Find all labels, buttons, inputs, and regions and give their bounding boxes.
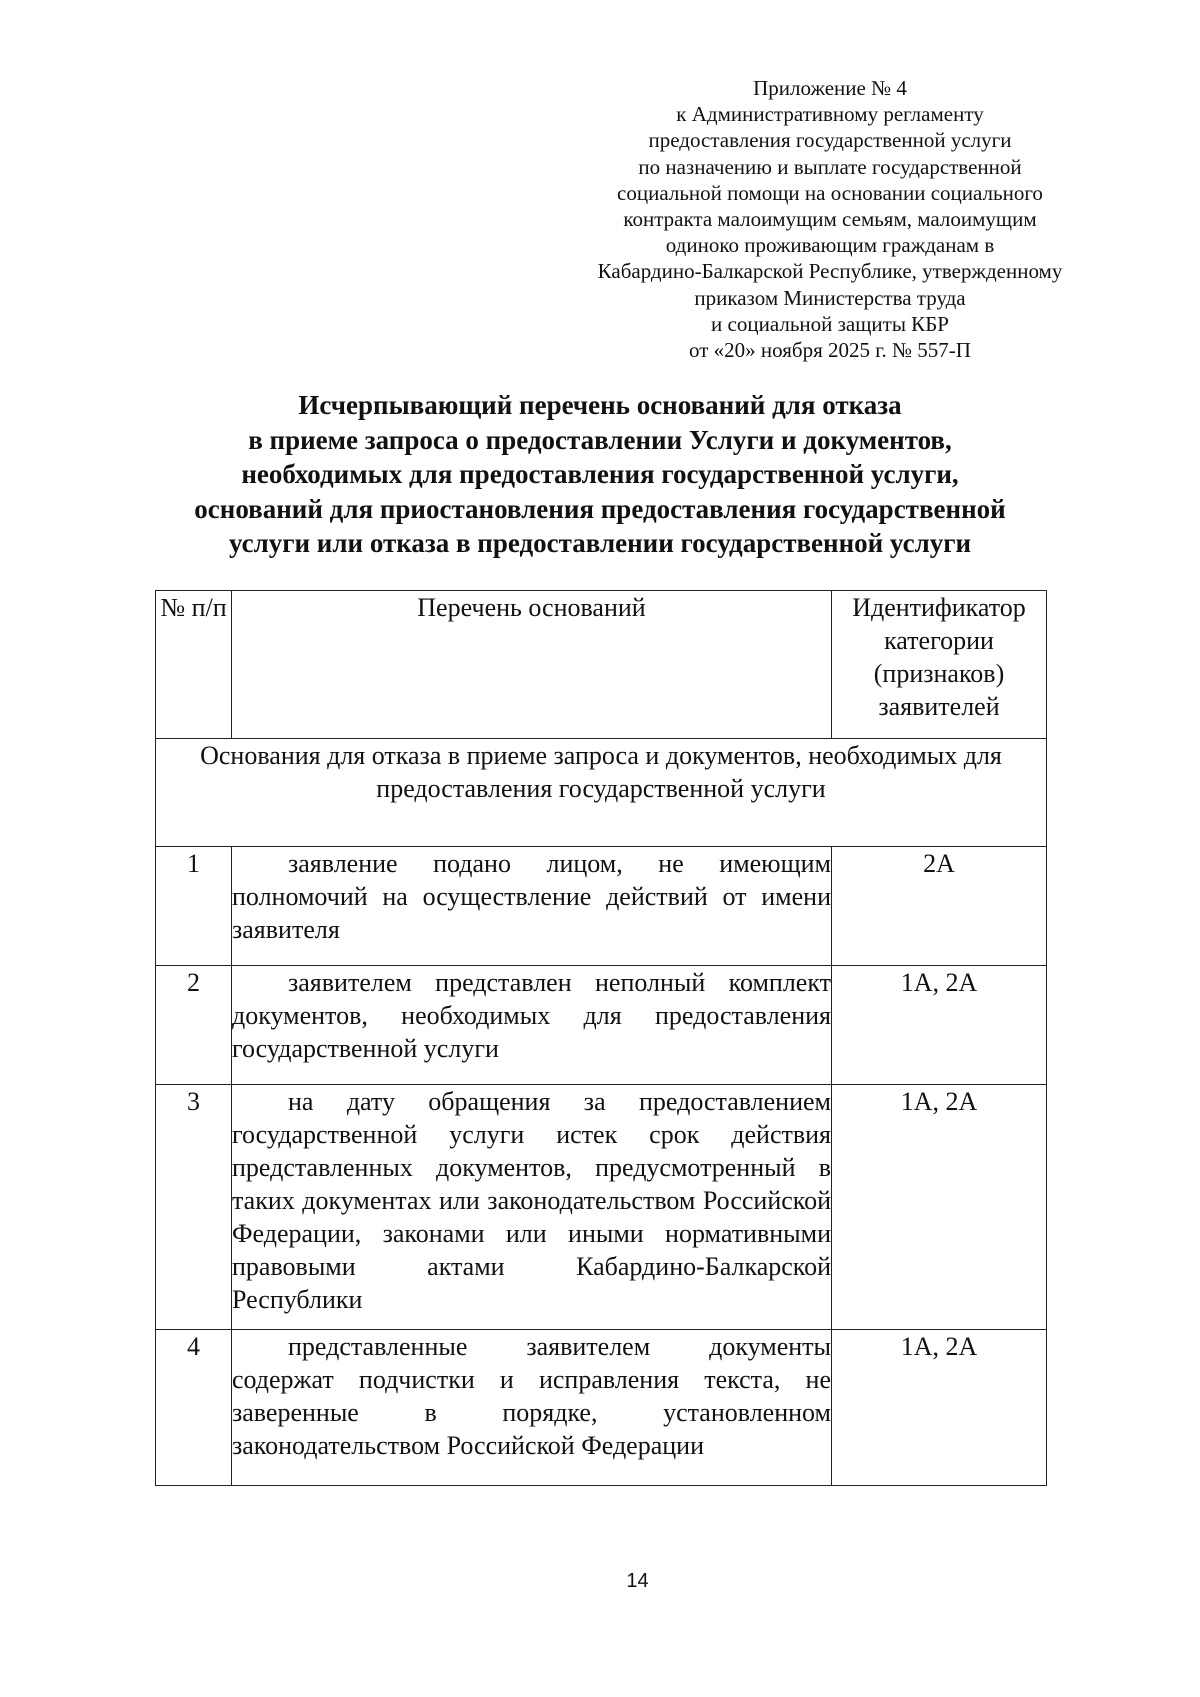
appendix-line: и социальной защиты КБР xyxy=(711,311,949,336)
column-header-grounds: Перечень оснований xyxy=(232,591,832,739)
title-line: в приеме запроса о предоставлении Услуги и документов, xyxy=(248,424,952,455)
row-ground-text: представленные заявителем документы содержат подчистки и исправления текста, не заверенные в порядке, установленном законодательством Российской Федерации xyxy=(232,1330,832,1486)
appendix-line: одиноко проживающим гражданам в xyxy=(665,233,995,258)
row-ground-text: заявителем представлен неполный комплект документов, необходимых для предоставления государственной услуги xyxy=(232,966,832,1085)
row-number: 3 xyxy=(156,1085,232,1330)
appendix-line: по назначению и выплате государственной xyxy=(638,154,1022,179)
row-identifier: 1А, 2А xyxy=(832,1330,1047,1486)
row-ground-text: на дату обращения за предоставлением государственной услуги истек срок действия представленных документов, предусмотренный в таких документах или законодательством Российской Федерации, законами или иными нормативными правовыми актами Кабардино-Балкарской Республики xyxy=(232,1085,832,1330)
appendix-line: социальной помощи на основании социального xyxy=(617,180,1043,205)
title-line: необходимых для предоставления государственной услуги, xyxy=(241,459,959,489)
table-header-row xyxy=(156,591,1047,739)
title-line: оснований для приостановления предоставления государственной xyxy=(194,493,1006,524)
row-number: 4 xyxy=(156,1330,232,1486)
column-header-number: № п/п xyxy=(156,591,232,739)
table-row xyxy=(156,1085,1047,1330)
document-title xyxy=(140,388,1060,561)
row-identifier: 2А xyxy=(832,847,1047,966)
page-number: 14 xyxy=(626,1570,649,1592)
row-identifier: 1А, 2А xyxy=(832,966,1047,1085)
table-row xyxy=(156,847,1047,966)
grounds-table xyxy=(155,590,1047,1486)
appendix-header xyxy=(560,75,1100,363)
appendix-line: Кабардино-Балкарской Республике, утвержденному xyxy=(597,259,1063,284)
section-title: Основания для отказа в приеме запроса и документов, необходимых для предоставления государственной услуги xyxy=(156,739,1047,847)
table-row xyxy=(156,966,1047,1085)
table-row xyxy=(156,1330,1047,1486)
row-ground-text: заявление подано лицом, не имеющим полномочий на осуществление действий от имени заявителя xyxy=(232,847,832,966)
row-number: 1 xyxy=(156,847,232,966)
appendix-line: к Административному регламенту xyxy=(676,102,984,127)
appendix-line: Приложение № 4 xyxy=(753,76,907,100)
section-row xyxy=(156,739,1047,847)
title-line: Исчерпывающий перечень оснований для отказа xyxy=(298,390,902,420)
appendix-line: предоставления государственной услуги xyxy=(648,128,1012,153)
column-header-identifier: Идентификатор категории (признаков) заявителей xyxy=(832,591,1047,739)
appendix-line: от «20» ноября 2025 г. № 557-П xyxy=(689,338,971,363)
appendix-line: приказом Министерства труда xyxy=(694,285,966,310)
title-line: услуги или отказа в предоставлении государственной услуги xyxy=(228,528,972,558)
row-number: 2 xyxy=(156,966,232,1085)
row-identifier: 1А, 2А xyxy=(832,1085,1047,1330)
appendix-line: контракта малоимущим семьям, малоимущим xyxy=(623,207,1037,232)
